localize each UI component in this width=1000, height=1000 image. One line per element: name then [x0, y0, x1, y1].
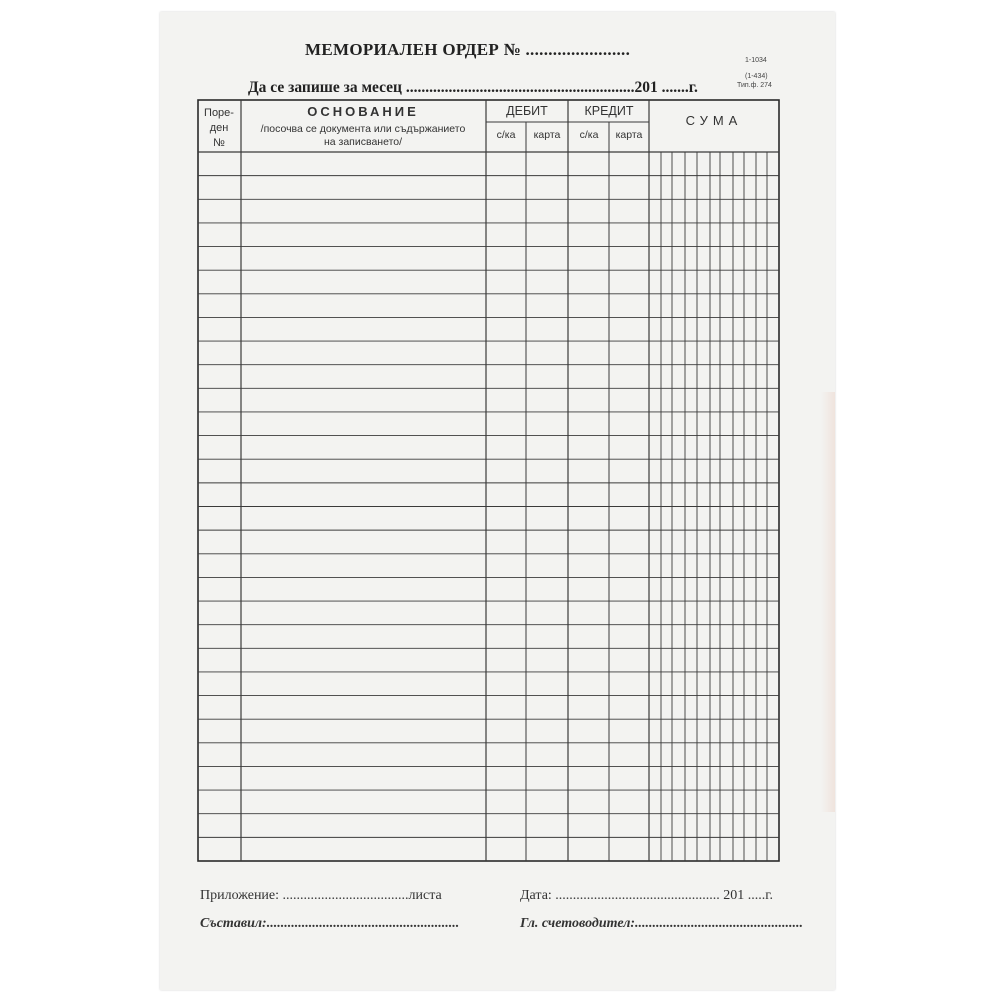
form-code: 1-1034 — [745, 57, 767, 64]
month-line: Да се запише за месец ...........................................................201 .......г. — [248, 79, 698, 96]
attachment-line: Приложение: ....................................листа — [200, 888, 442, 903]
col-header-number-line: ден — [209, 122, 229, 134]
col-header-number — [198, 106, 240, 151]
chief-accountant-line: Гл. счетоводител:................................................ — [520, 916, 804, 931]
table-border — [198, 100, 779, 861]
col-header-number-line: № — [213, 137, 225, 149]
print-type: Тип.ф. 274 — [737, 82, 772, 89]
col-header-basis-note — [242, 123, 484, 149]
date-line: Дата: ............................................... 201 .....г. — [520, 888, 773, 903]
col-header-sum: СУМА — [685, 113, 743, 128]
col-header-credit-account: с/ка — [579, 129, 599, 141]
col-header-credit: КРЕДИТ — [584, 104, 634, 118]
basis-note-line: на записването/ — [323, 136, 403, 148]
form-number: (1-434) — [745, 73, 768, 80]
col-header-debit-account: с/ка — [496, 129, 516, 141]
col-header-number-line: Поре- — [204, 107, 234, 119]
prepared-by-line: Съставил:....................................................... — [200, 916, 460, 931]
form-title: МЕМОРИАЛЕН ОРДЕР № ....................... — [305, 40, 631, 59]
basis-note-line: /посочва се документа или съдържанието — [260, 123, 466, 135]
col-header-credit-card: карта — [615, 129, 643, 141]
col-header-debit: ДЕБИТ — [506, 104, 548, 118]
col-header-basis: ОСНОВАНИЕ — [307, 104, 419, 119]
col-header-debit-card: карта — [533, 129, 561, 141]
